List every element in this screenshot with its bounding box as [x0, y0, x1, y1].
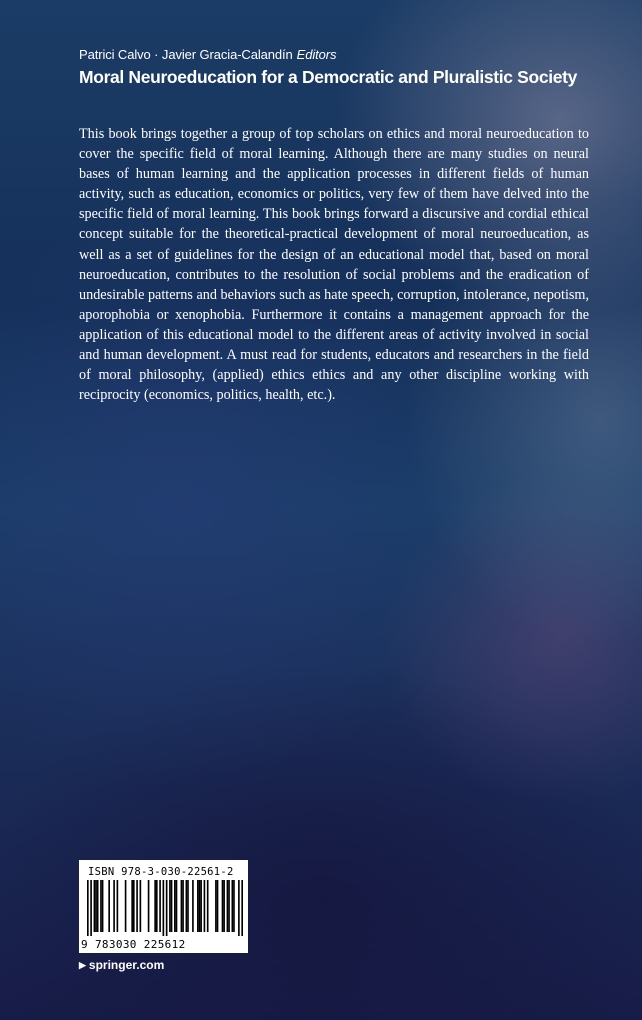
book-description: This book brings together a group of top scholars on ethics and moral neuroeducation to cover the specific field of moral learning. Although there are many studies on neural bases of human learning and the application processes in different fields of human activity, such as education, economics or politics, very few of them have delved into the specific field of moral learning. This book brings forward a discursive and cordial ethical concept suitable for the theoretical-practical development of moral neuroeducation, as well as a set of guidelines for the design of an educational model that, based on moral neuroeducation, contributes to the resolution of social problems and the eradication of undesirable patterns and behaviors such as hate speech, corruption, intolerance, nepotism, aporophobia or xenophobia. Furthermore it contains a management approach for the application of this educational model to the different areas of activity involved in social and human development. A must read for students, educators and researchers in the field of moral philosophy, (applied) ethics ethics and any other discipline working with reciprocity (economics, politics, health, etc.).: [79, 126, 589, 404]
barcode-bar: [186, 880, 188, 932]
publisher-url: springer.com: [88, 958, 165, 972]
barcode-bar: [238, 880, 240, 936]
barcode-bar: [159, 880, 161, 932]
barcode-bar: [102, 880, 104, 932]
barcode-bar: [169, 880, 171, 932]
barcode-panel: [79, 860, 248, 953]
barcode-bar: [233, 880, 235, 932]
barcode-bar: [217, 880, 219, 932]
barcode-bar: [174, 880, 176, 932]
barcode-bar: [176, 880, 178, 932]
editors-line: [79, 47, 619, 62]
barcode-bar: [97, 880, 99, 932]
barcode-bar: [87, 880, 89, 936]
barcode-bar: [223, 880, 225, 932]
barcode-bar: [108, 880, 110, 932]
barcode-bar: [182, 880, 184, 932]
editors-role: Editors: [296, 47, 337, 62]
barcode-bar: [197, 880, 199, 932]
barcode-bar: [215, 880, 217, 932]
barcode-bar: [136, 880, 138, 932]
barcode-bar: [94, 880, 96, 932]
barcode-bar: [181, 880, 183, 932]
barcode-bar: [100, 880, 102, 932]
barcode-bar: [228, 880, 230, 932]
barcode-bar: [227, 880, 229, 932]
barcode-bar: [117, 880, 119, 932]
barcode-bar: [95, 880, 97, 932]
barcode-bar: [133, 880, 135, 932]
publisher-link[interactable]: [79, 958, 164, 972]
barcode-bar: [148, 880, 150, 932]
barcode-bar: [113, 880, 115, 932]
barcode-bar: [140, 880, 142, 932]
barcode-bar: [171, 880, 173, 932]
barcode-bar: [131, 880, 133, 932]
isbn-label: ISBN 978-3-030-22561-2: [88, 866, 234, 878]
barcode-bar: [125, 880, 127, 932]
barcode: [87, 880, 243, 936]
barcode-bar: [207, 880, 209, 932]
barcode-bar: [199, 880, 201, 932]
barcode-bar: [222, 880, 224, 932]
barcode-bar: [90, 880, 92, 936]
barcode-bar: [187, 880, 189, 932]
triangle-right-icon: ▶: [79, 960, 86, 970]
barcode-bar: [232, 880, 234, 932]
book-title: Moral Neuroeducation for a Democratic and Pluralistic Society: [79, 67, 577, 87]
barcode-bar: [166, 880, 168, 936]
author-names: Patrici Calvo · Javier Gracia-Calandín: [79, 47, 293, 62]
barcode-bar: [241, 880, 243, 936]
barcode-bar: [204, 880, 206, 932]
barcode-bar: [200, 880, 202, 932]
barcode-bar: [163, 880, 165, 936]
ean-digits: 9 783030 225612: [81, 938, 186, 951]
barcode-bar: [156, 880, 158, 932]
barcode-bar: [192, 880, 194, 932]
barcode-bar: [154, 880, 156, 932]
